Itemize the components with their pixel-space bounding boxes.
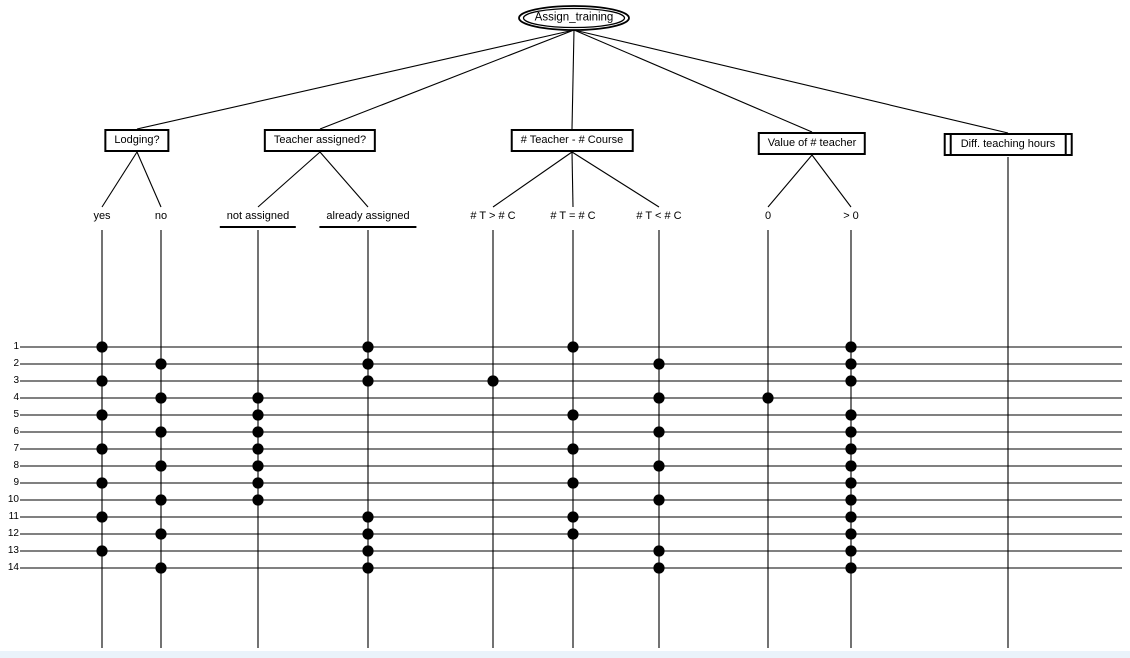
- matrix-dot: [845, 375, 856, 386]
- matrix-dot: [567, 409, 578, 420]
- matrix-dot: [653, 545, 664, 556]
- attribute-box-label: Diff. teaching hours: [960, 138, 1056, 150]
- value-label-value-of-teacher-0: 0: [762, 210, 774, 223]
- matrix-dot: [762, 392, 773, 403]
- attribute-to-value-edge: [812, 155, 851, 207]
- value-label-teacher-assigned-1: already assigned: [319, 210, 416, 228]
- attribute-to-value-edge: [572, 152, 659, 207]
- attribute-to-value-edge: [493, 152, 572, 207]
- matrix-dot: [845, 477, 856, 488]
- page-bottom-strip: [0, 651, 1130, 658]
- attribute-to-value-edge: [137, 152, 161, 207]
- row-number: 7: [13, 443, 19, 454]
- matrix-dot: [155, 528, 166, 539]
- attribute-box-lodging: [104, 129, 169, 152]
- matrix-dot: [252, 392, 263, 403]
- row-number: 8: [13, 460, 19, 471]
- root-node-label: Assign_training: [534, 11, 614, 24]
- matrix-dot: [845, 409, 856, 420]
- matrix-dot: [252, 477, 263, 488]
- matrix-dot: [362, 375, 373, 386]
- row-number: 4: [13, 392, 19, 403]
- matrix-dot: [155, 494, 166, 505]
- attribute-box-label: # Teacher - # Course: [520, 134, 624, 146]
- matrix-dot: [653, 392, 664, 403]
- matrix-dot: [252, 443, 263, 454]
- matrix-dot: [155, 358, 166, 369]
- matrix-dot: [362, 528, 373, 539]
- row-number: 3: [13, 375, 19, 386]
- value-label-teacher-course-difference-0: # T > # C: [467, 210, 518, 223]
- matrix-dot: [362, 341, 373, 352]
- root-node: [535, 12, 614, 25]
- attribute-box-label: Value of # teacher: [767, 137, 857, 149]
- matrix-dot: [567, 341, 578, 352]
- root-to-attribute-edge: [574, 30, 812, 132]
- matrix-dot: [155, 426, 166, 437]
- matrix-dot: [155, 392, 166, 403]
- matrix-dot: [96, 545, 107, 556]
- row-number: 13: [7, 545, 19, 556]
- attribute-box-value-of-teacher: [758, 132, 866, 155]
- attribute-box-label: Lodging?: [114, 134, 160, 146]
- value-label-value-of-teacher-1: > 0: [840, 210, 862, 223]
- matrix-dot: [845, 426, 856, 437]
- value-label-teacher-course-difference-2: # T < # C: [633, 210, 684, 223]
- matrix-dot: [362, 358, 373, 369]
- attribute-to-value-edge: [102, 152, 137, 207]
- matrix-dot: [252, 460, 263, 471]
- matrix-dot: [845, 562, 856, 573]
- value-label-teacher-course-difference-1: # T = # C: [547, 210, 598, 223]
- matrix-dot: [96, 341, 107, 352]
- matrix-dot: [845, 460, 856, 471]
- matrix-dot: [845, 494, 856, 505]
- value-label-lodging-0: yes: [90, 210, 113, 223]
- attribute-to-value-edge: [320, 152, 368, 207]
- matrix-dot: [362, 545, 373, 556]
- matrix-dot: [653, 358, 664, 369]
- matrix-dot: [96, 409, 107, 420]
- matrix-dot: [252, 426, 263, 437]
- row-number: 5: [13, 409, 19, 420]
- matrix-dot: [567, 477, 578, 488]
- matrix-dot: [155, 562, 166, 573]
- matrix-dot: [567, 528, 578, 539]
- matrix-dot: [845, 358, 856, 369]
- attribute-box-teacher-assigned: [264, 129, 376, 152]
- matrix-dot: [252, 494, 263, 505]
- value-label-teacher-assigned-0: not assigned: [220, 210, 296, 228]
- value-label-lodging-1: no: [152, 210, 170, 223]
- attribute-to-value-edge: [572, 152, 573, 207]
- attribute-box-teacher-course-difference: [511, 129, 634, 152]
- matrix-dot: [362, 562, 373, 573]
- root-to-attribute-edge: [137, 30, 574, 129]
- matrix-dot: [487, 375, 498, 386]
- matrix-dot: [845, 341, 856, 352]
- root-to-attribute-edge: [320, 30, 574, 129]
- matrix-dot: [653, 460, 664, 471]
- matrix-dot: [845, 443, 856, 454]
- row-number: 1: [13, 341, 19, 352]
- row-number: 10: [7, 494, 19, 505]
- matrix-dot: [96, 511, 107, 522]
- matrix-dot: [567, 511, 578, 522]
- attribute-box-label: Teacher assigned?: [273, 134, 367, 146]
- matrix-dot: [96, 477, 107, 488]
- matrix-dot: [567, 443, 578, 454]
- row-number: 6: [13, 426, 19, 437]
- matrix-dot: [96, 443, 107, 454]
- matrix-dot: [653, 562, 664, 573]
- matrix-dot: [845, 528, 856, 539]
- matrix-dot: [96, 375, 107, 386]
- matrix-dot: [845, 511, 856, 522]
- row-number: 11: [8, 511, 19, 522]
- row-number: 14: [7, 562, 19, 573]
- row-number: 2: [13, 358, 19, 369]
- row-number: 12: [7, 528, 19, 539]
- root-to-attribute-edge: [572, 30, 574, 129]
- attribute-to-value-edge: [768, 155, 812, 207]
- attribute-box-diff-teaching-hours: [944, 133, 1073, 156]
- attribute-to-value-edge: [258, 152, 320, 207]
- matrix-dot: [155, 460, 166, 471]
- row-number: 9: [13, 477, 19, 488]
- matrix-dot: [653, 494, 664, 505]
- root-to-attribute-edge: [574, 30, 1008, 133]
- matrix-dot: [252, 409, 263, 420]
- matrix-dot: [845, 545, 856, 556]
- matrix-dot: [653, 426, 664, 437]
- matrix-dot: [362, 511, 373, 522]
